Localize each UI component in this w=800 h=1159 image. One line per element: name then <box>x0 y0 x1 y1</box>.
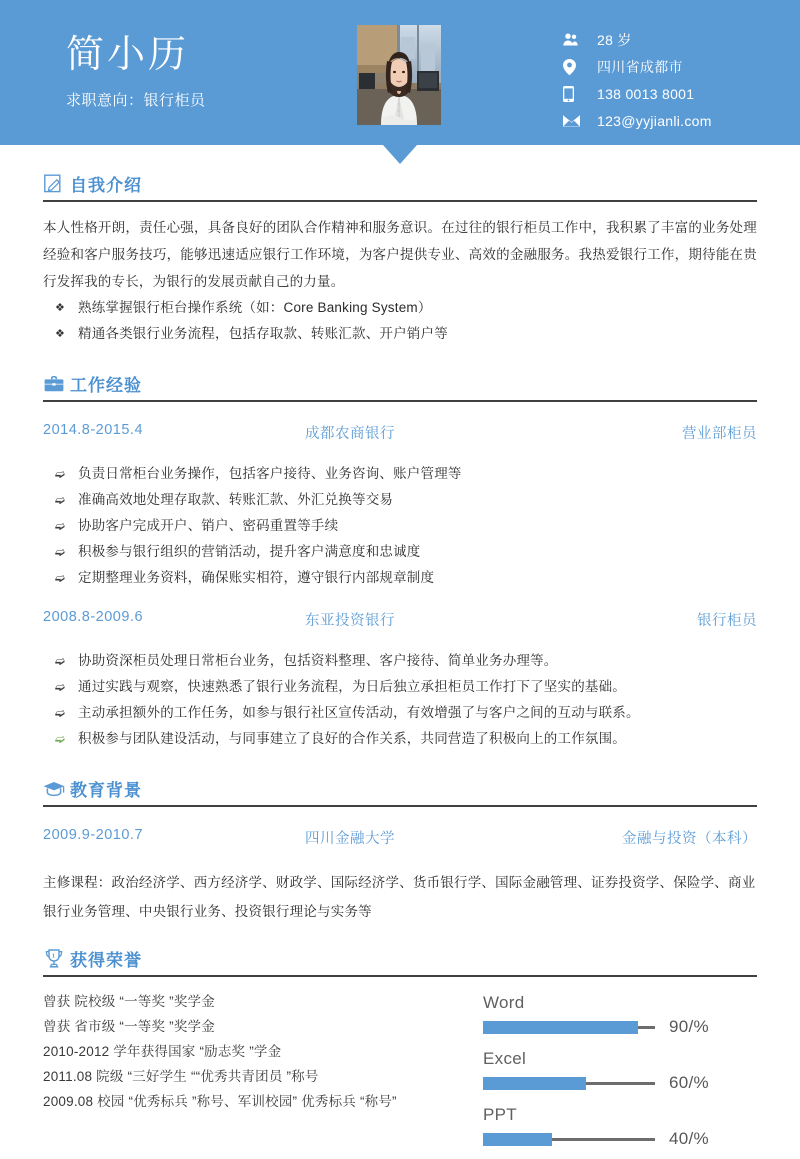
honor-item: 2011.08 院级 “三好学生 ““优秀共青团员 ”称号 <box>43 1069 319 1084</box>
list-item-text: 积极参与团队建设活动，与同事建立了良好的合作关系，共同营造了积极向上的工作氛围。 <box>78 731 626 746</box>
list-item-text: 准确高效地处理存取款、转账汇款、外汇兑换等交易 <box>78 492 394 507</box>
section-title-self-introduction: 自我介绍 <box>70 176 142 195</box>
list-item <box>43 513 757 539</box>
list-item-text: 熟练掌握银行柜台操作系统（如：Core Banking System） <box>78 300 432 315</box>
briefcase-icon <box>43 373 64 394</box>
section-heading-self-introduction <box>43 171 757 200</box>
avatar <box>357 25 441 125</box>
contact-email-text: 123@yyjianli.com <box>597 112 712 129</box>
self-introduction-bullets <box>43 295 757 347</box>
self-introduction-paragraph: 本人性格开朗，责任心强，具备良好的团队合作精神和服务意识。在过往的银行柜员工作中，我积累了丰富的业务处理经验和客户服务技巧，能够迅速适应银行工作环境，为客户提供专业、高效的金融服务。我热爱银行工作，期待能在贵行发挥我的专长，为银行的发展贡献自己的力量。 <box>43 220 757 289</box>
skill-label: Excel <box>483 1049 527 1068</box>
diamond-bullet-icon: ❖ <box>55 302 66 314</box>
section-divider <box>43 975 757 977</box>
contact-list <box>563 28 712 136</box>
skill-ppt <box>483 1103 757 1149</box>
arrow-bullet-icon: ➫ <box>55 706 66 720</box>
trophy-icon <box>43 948 64 969</box>
skill-value: 60/% <box>669 1073 709 1092</box>
job-header-row <box>43 609 757 630</box>
arrow-bullet-icon: ➫ <box>55 571 66 585</box>
profile-photo-illustration <box>357 25 441 125</box>
skill-label: Word <box>483 993 525 1012</box>
education-header-row <box>43 827 757 848</box>
list-item-text: 通过实践与观察，快速熟悉了银行业务流程，为日后独立承担柜员工作打下了坚实的基础。 <box>78 679 626 694</box>
section-title-education: 教育背景 <box>70 781 142 800</box>
skill-value: 90/% <box>669 1017 709 1036</box>
job-duties-list <box>43 648 757 752</box>
skill-progress-track <box>483 1082 655 1085</box>
contact-email <box>563 109 712 132</box>
list-item-text: 负责日常柜台业务操作，包括客户接待、业务咨询、账户管理等 <box>78 466 462 481</box>
skill-progress-fill <box>483 1133 552 1146</box>
list-item-text: 精通各类银行业务流程，包括存取款、转账汇款、开户销户等 <box>78 326 448 341</box>
contact-phone-text: 138 0013 8001 <box>597 85 695 102</box>
resume-body <box>0 145 800 1159</box>
arrow-bullet-icon: ➫ <box>55 467 66 481</box>
location-pin-icon <box>563 59 585 75</box>
list-item <box>43 461 757 487</box>
job-objective: 求职意向：银行柜员 <box>66 92 206 109</box>
contact-age <box>563 28 712 51</box>
section-title-work-experience: 工作经验 <box>70 376 142 395</box>
honor-item: 曾获 院校级 “一等奖 ”奖学金 <box>43 994 215 1009</box>
honor-item: 2010-2012 学年获得国家 “励志奖 ”学金 <box>43 1044 282 1059</box>
list-item-text: 协助资深柜员处理日常柜台业务，包括资料整理、客户接待、简单业务办理等。 <box>78 653 558 668</box>
edit-note-icon <box>43 173 64 194</box>
job-role: 营业部柜员 <box>682 426 757 442</box>
honor-item: 2009.08 校园 “优秀标兵 ”称号、军训校园” 优秀标兵 “称号” <box>43 1094 397 1109</box>
arrow-bullet-icon: ➫ <box>55 732 66 746</box>
skill-progress-fill <box>483 1021 638 1034</box>
list-item <box>43 674 757 700</box>
list-item <box>43 487 757 513</box>
section-work-experience <box>43 371 757 752</box>
arrow-bullet-icon: ➫ <box>55 519 66 533</box>
skill-bars <box>463 991 757 1159</box>
job-date: 2008.8-2009.6 <box>43 609 144 625</box>
list-item <box>43 648 757 674</box>
skill-progress-track <box>483 1138 655 1141</box>
section-self-introduction <box>43 171 757 347</box>
mobile-phone-icon <box>563 86 585 102</box>
list-item <box>43 700 757 726</box>
list-item-text: 积极参与银行组织的营销活动，提升客户满意度和忠诚度 <box>78 544 421 559</box>
section-divider <box>43 805 757 807</box>
envelope-icon <box>563 115 585 127</box>
contact-phone <box>563 82 712 105</box>
job-duties-list <box>43 461 757 591</box>
skill-progress-fill <box>483 1077 586 1090</box>
people-icon <box>563 33 585 46</box>
job-header-row <box>43 422 757 443</box>
page-title: 简小历 <box>66 34 190 76</box>
list-item <box>43 539 757 565</box>
honor-item: 曾获 省市级 “一等奖 ”奖学金 <box>43 1019 215 1034</box>
section-divider <box>43 400 757 402</box>
list-item-text: 协助客户完成开户、销户、密码重置等手续 <box>78 518 339 533</box>
list-item-text: 定期整理业务资料，确保账实相符，遵守银行内部规章制度 <box>78 570 435 585</box>
education-courses: 主修课程：政治经济学、西方经济学、财政学、国际经济学、货币银行学、国际金融管理、证券投资学、保险学、商业银行业务管理、中央银行业务、投资银行理论与实务等 <box>43 875 756 919</box>
svg-text:1: 1 <box>51 952 56 960</box>
education-date: 2009.9-2010.7 <box>43 827 144 843</box>
contact-age-text: 28 岁 <box>597 31 632 48</box>
skill-label: PPT <box>483 1105 517 1124</box>
graduation-cap-icon <box>43 778 64 799</box>
job-date: 2014.8-2015.4 <box>43 422 144 438</box>
list-item <box>43 726 757 752</box>
skill-progress-track <box>483 1026 655 1029</box>
section-education <box>43 776 757 926</box>
diamond-bullet-icon: ❖ <box>55 328 66 340</box>
education-school: 四川金融大学 <box>305 831 395 847</box>
job-role: 银行柜员 <box>697 613 757 629</box>
identity-block <box>66 33 206 111</box>
section-title-honors: 获得荣誉 <box>70 951 142 970</box>
arrow-bullet-icon: ➫ <box>55 545 66 559</box>
list-item <box>43 565 757 591</box>
section-heading-honors <box>43 946 757 975</box>
job-organization: 东亚投资银行 <box>305 613 395 629</box>
arrow-bullet-icon: ➫ <box>55 680 66 694</box>
skill-excel <box>483 1047 757 1093</box>
education-major: 金融与投资（本科） <box>622 831 757 847</box>
contact-location <box>563 55 712 78</box>
section-heading-work-experience <box>43 371 757 400</box>
job-organization: 成都农商银行 <box>305 426 395 442</box>
arrow-bullet-icon: ➫ <box>55 493 66 507</box>
skill-value: 40/% <box>669 1129 709 1148</box>
section-heading-education <box>43 776 757 805</box>
skill-word <box>483 991 757 1037</box>
arrow-bullet-icon: ➫ <box>55 654 66 668</box>
contact-location-text: 四川省成都市 <box>597 58 683 75</box>
list-item-text: 主动承担额外的工作任务，如参与银行社区宣传活动，有效增强了与客户之间的互动与联系。 <box>78 705 640 720</box>
section-divider <box>43 200 757 202</box>
resume-header <box>0 0 800 145</box>
section-honors <box>43 946 757 1159</box>
list-item <box>43 321 757 347</box>
list-item <box>43 295 757 321</box>
honors-list <box>43 989 463 1114</box>
